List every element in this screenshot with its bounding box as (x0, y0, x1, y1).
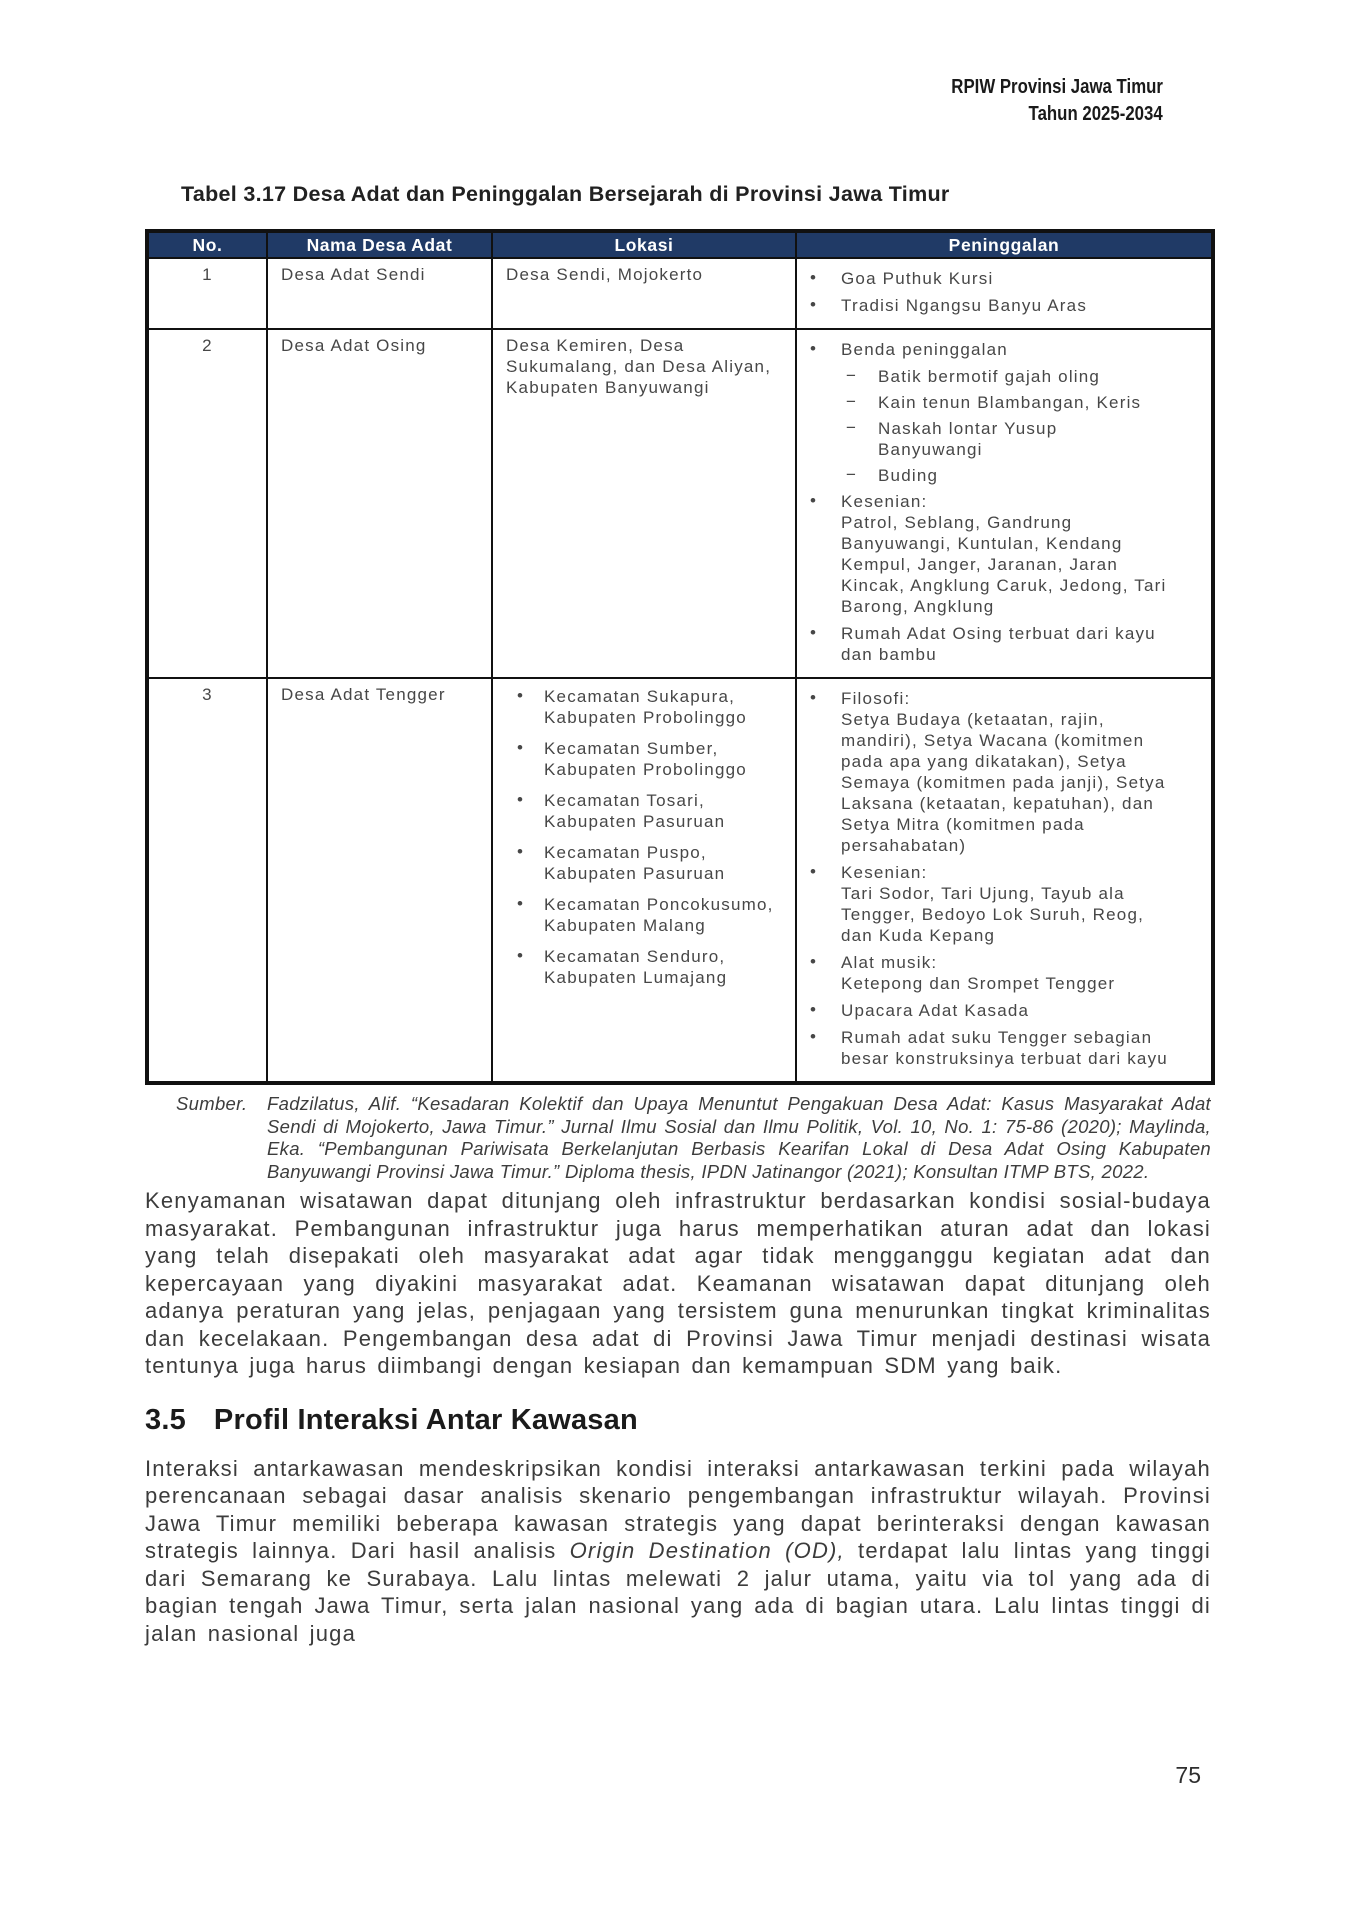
page-header (145, 74, 1211, 128)
list-item-text: Kecamatan Tosari, Kabupaten Pasuruan (544, 791, 726, 831)
col-header-no: No. (147, 231, 267, 258)
bullet-marker: • (810, 268, 818, 287)
list-item-text: Kecamatan Senduro, Kabupaten Lumajang (544, 947, 728, 987)
table-header (147, 231, 1213, 258)
sub-list-item (797, 366, 1161, 387)
list-item (797, 339, 1181, 360)
list-item-text: Kesenian: (841, 492, 928, 511)
bullet-marker: • (810, 862, 818, 881)
header-line-1 (145, 74, 1163, 101)
bullet-marker: • (810, 295, 818, 314)
bullet-marker: • (517, 894, 525, 913)
cell-peninggalan (796, 678, 1213, 1083)
bullet-marker: • (517, 946, 525, 965)
dash-marker: − (846, 366, 858, 385)
list-item-text: Naskah lontar Yusup Banyuwangi (878, 419, 1058, 459)
list-item (797, 268, 1181, 289)
bullet-marker: • (517, 842, 525, 861)
list-item-text: Upacara Adat Kasada (841, 1001, 1030, 1020)
list-item (797, 688, 1181, 856)
bullet-marker: • (810, 1000, 818, 1019)
section-title: Profil Interaksi Antar Kawasan (213, 1403, 638, 1436)
lokasi-text: Desa Sendi, Mojokerto (506, 265, 704, 284)
list-item (797, 295, 1181, 316)
list-item-text: Alat musik: (841, 953, 938, 972)
bullet-marker: • (810, 688, 818, 707)
list-item (506, 946, 787, 988)
list-item-text: Kesenian: (841, 863, 928, 882)
list-item (797, 623, 1181, 665)
dash-marker: − (846, 392, 858, 411)
list-item-text: Filosofi: (841, 689, 911, 708)
list-item-continuation: Ketepong dan Srompet Tengger (841, 974, 1116, 993)
desa-adat-table (145, 229, 1215, 1085)
cell-nama-desa-adat: Desa Adat Osing (267, 329, 492, 678)
table-row (147, 258, 1213, 329)
list-item (797, 862, 1181, 946)
paragraph-2 (145, 1455, 1211, 1648)
header-doc-years: Tahun 2025-2034 (1028, 103, 1163, 125)
list-item-text: Goa Puthuk Kursi (841, 269, 994, 288)
bullet-marker: • (810, 491, 818, 510)
dash-marker: − (846, 465, 858, 484)
section-number: 3.5 (145, 1403, 186, 1436)
cell-no: 2 (147, 329, 267, 678)
dash-marker: − (846, 418, 858, 437)
col-header-peninggalan: Peninggalan (796, 231, 1213, 258)
cell-nama-desa-adat: Desa Adat Tengger (267, 678, 492, 1083)
list-item (506, 790, 787, 832)
paragraph-2-text: Interaksi antarkawasan mendeskripsikan kondisi interaksi antarkawasan terkini pada wilayah perencanaan sebagai dasar analisis skenario pengembangan infrastruktur wilayah. Provinsi Jawa Timur memiliki beberapa kawasan strategis yang dapat berinteraksi dengan kawasan strategis lainnya. Dari hasil analisis (145, 1455, 1211, 1564)
cell-lokasi (492, 678, 796, 1083)
cell-no: 3 (147, 678, 267, 1083)
header-line-2 (145, 101, 1163, 128)
list-item-text: Kecamatan Sukapura, Kabupaten Probolinggo (544, 687, 747, 727)
source-label: Sumber. (176, 1093, 248, 1114)
lokasi-text: Desa Kemiren, Desa Sukumalang, dan Desa Aliyan, Kabupaten Banyuwangi (506, 336, 772, 397)
cell-no: 1 (147, 258, 267, 329)
list-item-text: Tradisi Ngangsu Banyu Aras (841, 296, 1088, 315)
list-item (797, 491, 1181, 617)
sub-list-item (797, 392, 1161, 413)
bullet-marker: • (517, 790, 525, 809)
list-item (797, 952, 1181, 994)
list-item-text: Buding (878, 466, 939, 485)
table-row (147, 678, 1213, 1083)
source-citation: Fadzilatus, Alif. “Kesadaran Kolektif dan Upaya Menuntut Pengakuan Desa Adat: Kasus Masyarakat Adat Sendi di Mojokerto, Jawa Timur.” Jurnal Ilmu Sosial dan Ilmu Politik, Vol. 10, No. 1: 75-86 (2020); Maylinda, Eka. “Pembangunan Pariwisata Berkelanjutan Berbasis Kearifan Lokal di Desa Adat Osing Kabupaten Banyuwangi Provinsi Jawa Timur.” Diploma thesis, IPDN Jatinangor (2021); Konsultan ITMP BTS, 2022. (267, 1093, 1211, 1182)
section-heading (145, 1404, 1211, 1437)
col-header-nama: Nama Desa Adat (267, 231, 492, 258)
list-item-text: Kain tenun Blambangan, Keris (878, 393, 1142, 412)
page-content (145, 0, 1211, 1647)
bullet-marker: • (810, 339, 818, 358)
list-item-continuation: Tari Sodor, Tari Ujung, Tayub ala Tengger, Bedoyo Lok Suruh, Reog, dan Kuda Kepang (841, 884, 1145, 945)
list-item (506, 738, 787, 780)
source-note (145, 1093, 1211, 1183)
list-item (506, 842, 787, 884)
list-item (506, 894, 787, 936)
paragraph-1: Kenyamanan wisatawan dapat ditunjang oleh infrastruktur berdasarkan kondisi sosial-budaya masyarakat. Pembangunan infrastruktur juga harus memperhatikan aturan adat dan lokasi yang telah disepakati oleh masyarakat adat agar tidak mengganggu kegiatan adat dan kepercayaan yang diyakini masyarakat adat. Keamanan wisatawan dapat ditunjang oleh adanya peraturan yang jelas, penjagaan yang tersistem guna menurunkan tingkat kriminalitas dan kecelakaan. Pengembangan desa adat di Provinsi Jawa Timur menjadi destinasi wisata tentunya juga harus diimbangi dengan kesiapan dan kemampuan SDM yang baik. (145, 1188, 1211, 1379)
bullet-marker: • (810, 952, 818, 971)
cell-peninggalan (796, 258, 1213, 329)
bullet-marker: • (517, 738, 525, 757)
bullet-marker: • (810, 623, 818, 642)
sub-list-item (797, 418, 1161, 460)
list-item-continuation: Setya Budaya (ketaatan, rajin, mandiri), Setya Wacana (komitmen pada apa yang dikatakan), Setya Semaya (komitmen pada janji), Setya Laksana (ketaatan, kepatuhan), dan Setya Mitra (komitmen pada persahabatan) (841, 710, 1166, 855)
list-item-continuation: Patrol, Seblang, Gandrung Banyuwangi, Kuntulan, Kendang Kempul, Janger, Jaranan, Jaran Kincak, Angklung Caruk, Jedong, Tari Barong, Angklung (841, 513, 1167, 616)
list-item-text: Batik bermotif gajah oling (878, 367, 1101, 386)
list-item (797, 1027, 1181, 1069)
list-item (797, 1000, 1181, 1021)
cell-peninggalan (796, 329, 1213, 678)
table-row (147, 329, 1213, 678)
bullet-marker: • (810, 1027, 818, 1046)
list-item (506, 686, 787, 728)
list-item-text: Rumah adat suku Tengger sebagian besar konstruksinya terbuat dari kayu (841, 1028, 1168, 1068)
list-item-text: Rumah Adat Osing terbuat dari kayu dan bambu (841, 624, 1156, 664)
cell-lokasi (492, 329, 796, 678)
col-header-lokasi: Lokasi (492, 231, 796, 258)
bullet-marker: • (517, 686, 525, 705)
cell-nama-desa-adat: Desa Adat Sendi (267, 258, 492, 329)
table-body (147, 258, 1213, 1083)
list-item-text: Kecamatan Poncokusumo, Kabupaten Malang (544, 895, 774, 935)
table-title: Tabel 3.17 Desa Adat dan Peninggalan Bersejarah di Provinsi Jawa Timur (181, 182, 950, 206)
list-item-text: Kecamatan Sumber, Kabupaten Probolinggo (544, 739, 747, 779)
page-number: 75 (1175, 1762, 1201, 1788)
header-doc-title: RPIW Provinsi Jawa Timur (951, 76, 1163, 98)
paragraph-2-text-end: terdapat lalu lintas yang tinggi dari Semarang ke Surabaya. Lalu lintas melewati 2 jalur utama, yaitu via tol yang ada di bagian tengah Jawa Timur, serta jalan nasional yang ada di bagian utara. Lalu lintas tinggi di jalan nasional juga (145, 1538, 1211, 1646)
table-header-row (147, 231, 1213, 258)
sub-list-item (797, 465, 1161, 486)
cell-lokasi (492, 258, 796, 329)
list-item-text: Benda peninggalan (841, 340, 1008, 359)
paragraph-2-italic: Origin Destination (OD), (569, 1538, 845, 1564)
list-item-text: Kecamatan Puspo, Kabupaten Pasuruan (544, 843, 726, 883)
